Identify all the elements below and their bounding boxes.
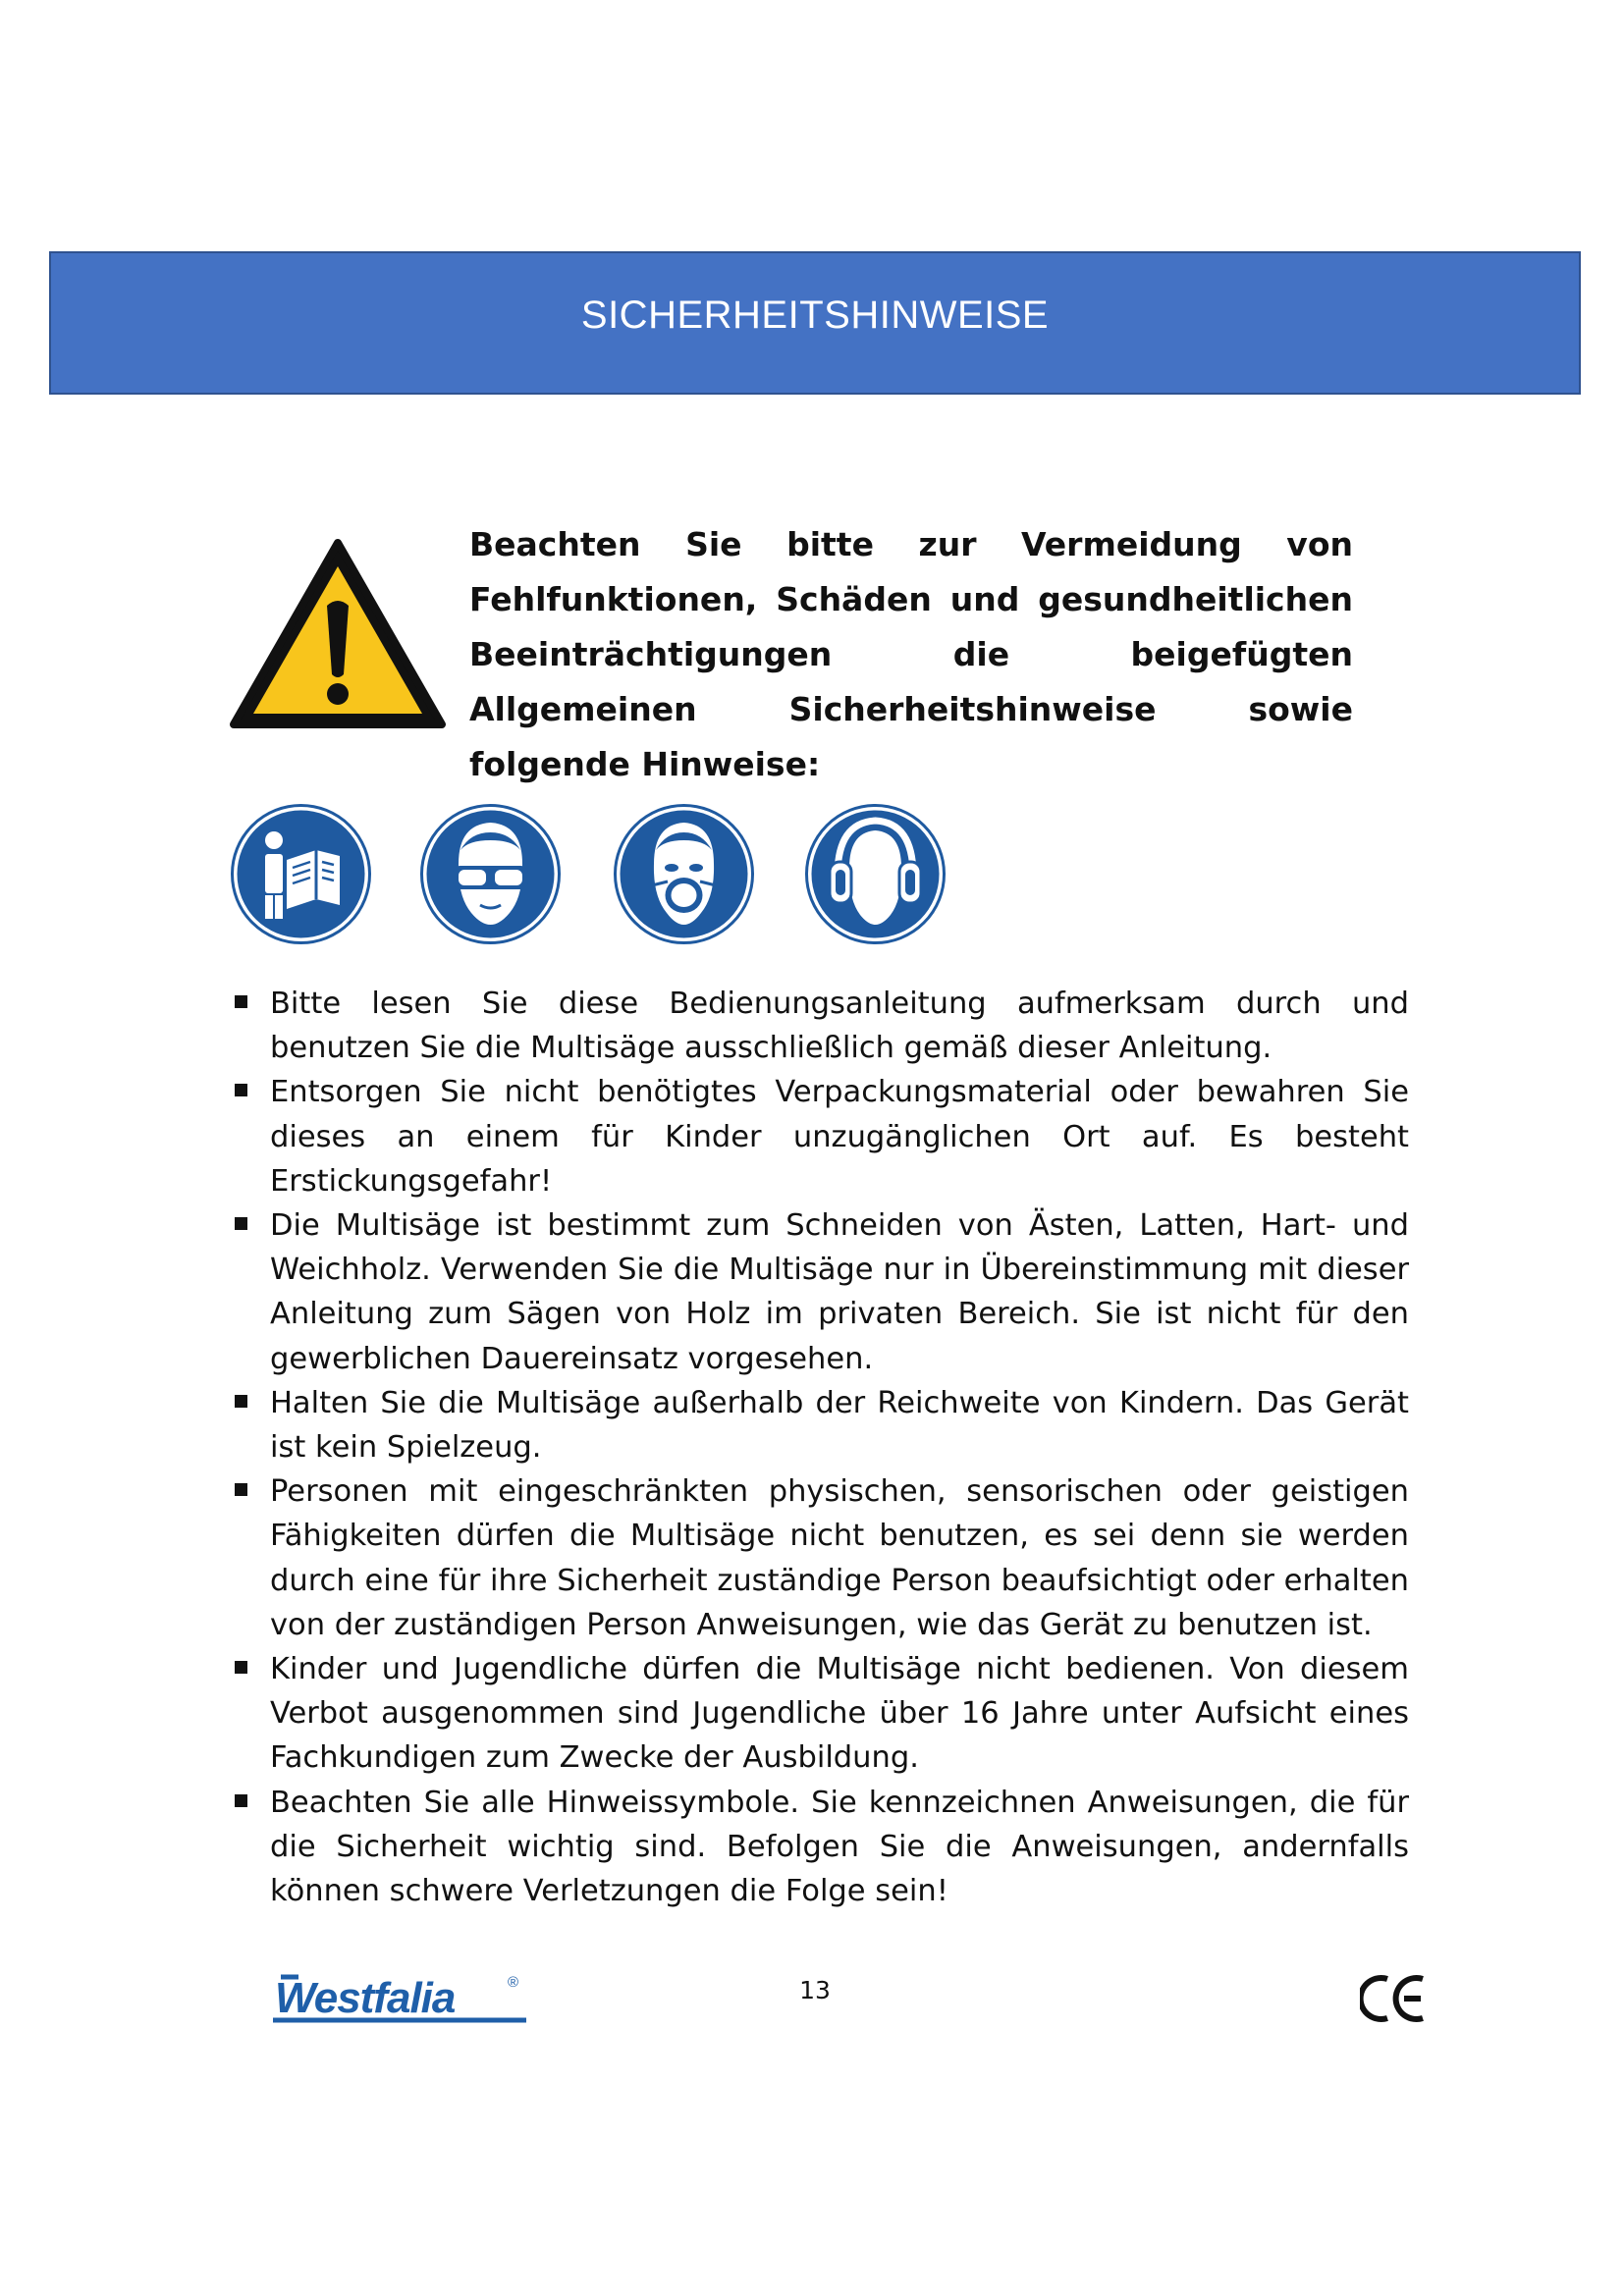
safety-goggles-icon bbox=[419, 803, 562, 945]
square-bullet-icon bbox=[235, 1084, 247, 1096]
square-bullet-icon bbox=[235, 1661, 247, 1674]
safety-rule-text: Bitte lesen Sie diese Bedienungsanleitung aufmerksam durch und benutzen Sie die Multisäge ausschließlich gemäß dieser Anleitung. bbox=[270, 987, 1409, 1066]
ear-protection-icon bbox=[804, 803, 947, 945]
westfalia-logo bbox=[269, 1969, 532, 2028]
square-bullet-icon bbox=[235, 1217, 247, 1230]
safety-rule-item bbox=[231, 1781, 1409, 1914]
square-bullet-icon bbox=[235, 1794, 247, 1807]
section-title: SICHERHEITSHINWEISE bbox=[580, 293, 1050, 337]
safety-rule-text: Halten Sie die Multisäge außerhalb der Reichweite von Kindern. Das Gerät ist kein Spielzeug. bbox=[270, 1385, 1409, 1466]
ce-mark bbox=[1360, 1973, 1427, 2024]
square-bullet-icon bbox=[235, 1483, 247, 1496]
westfalia-logo-text: Westfalia bbox=[275, 1974, 456, 2022]
safety-rule-item bbox=[231, 1070, 1409, 1203]
safety-rule-item bbox=[231, 1647, 1409, 1781]
safety-rules-list bbox=[231, 982, 1409, 1913]
warning-triangle-icon bbox=[229, 537, 447, 731]
safety-rule-item bbox=[231, 982, 1409, 1070]
section-header-banner bbox=[49, 251, 1581, 395]
safety-rule-text: Kinder und Jugendliche dürfen die Multisäge nicht bedienen. Von diesem Verbot ausgenommen sind Jugendliche über 16 Jahre unter Aufsicht eines Fachkundigen zum Zwecke der Ausbildung. bbox=[270, 1652, 1409, 1776]
mandatory-signs-row bbox=[230, 803, 956, 950]
dust-mask-icon bbox=[613, 803, 755, 945]
safety-rule-item bbox=[231, 1203, 1409, 1381]
safety-rule-text: Personen mit eingeschränkten physischen, sensorischen oder geistigen Fähigkeiten dürfen die Multisäge nicht benutzen, es sei denn sie werden durch eine für ihre Sicherheit zuständige Person beaufsichtigt oder erhalten von der zuständigen Person Anweisungen, wie das Gerät zu benutzen ist. bbox=[270, 1474, 1409, 1642]
registered-mark: ® bbox=[508, 1974, 519, 1991]
safety-rule-item bbox=[231, 1381, 1409, 1469]
safety-rule-text: Beachten Sie alle Hinweissymbole. Sie kennzeichnen Anweisungen, die für die Sicherheit wichtig sind. Befolgen Sie die Anweisungen, andernfalls können schwere Verletzungen die Folge sein! bbox=[270, 1785, 1409, 1909]
square-bullet-icon bbox=[235, 995, 247, 1008]
safety-intro-text: Beachten Sie bitte zur Vermeidung von Fehlfunktionen, Schäden und gesundheitlichen Beeinträchtigungen die beigefügten Allgemeinen Sicherheitshinweise sowie folgende Hinweise: bbox=[469, 525, 1353, 783]
read-manual-icon bbox=[230, 803, 372, 945]
safety-rule-item bbox=[231, 1469, 1409, 1647]
safety-rule-text: Die Multisäge ist bestimmt zum Schneiden von Ästen, Latten, Hart- und Weichholz. Verwenden Sie die Multisäge nur in Übereinstimmung mit dieser Anleitung zum Sägen von Holz im privaten Bereich. Sie ist nicht für den gewerblichen Dauereinsatz vorgesehen. bbox=[270, 1208, 1409, 1376]
safety-rule-text: Entsorgen Sie nicht benötigtes Verpackungsmaterial oder bewahren Sie dieses an einem für Kinder unzugänglichen Ort auf. Es besteht Erstickungsgefahr! bbox=[270, 1075, 1409, 1199]
square-bullet-icon bbox=[235, 1395, 247, 1408]
page-number: 13 bbox=[799, 1976, 831, 2004]
